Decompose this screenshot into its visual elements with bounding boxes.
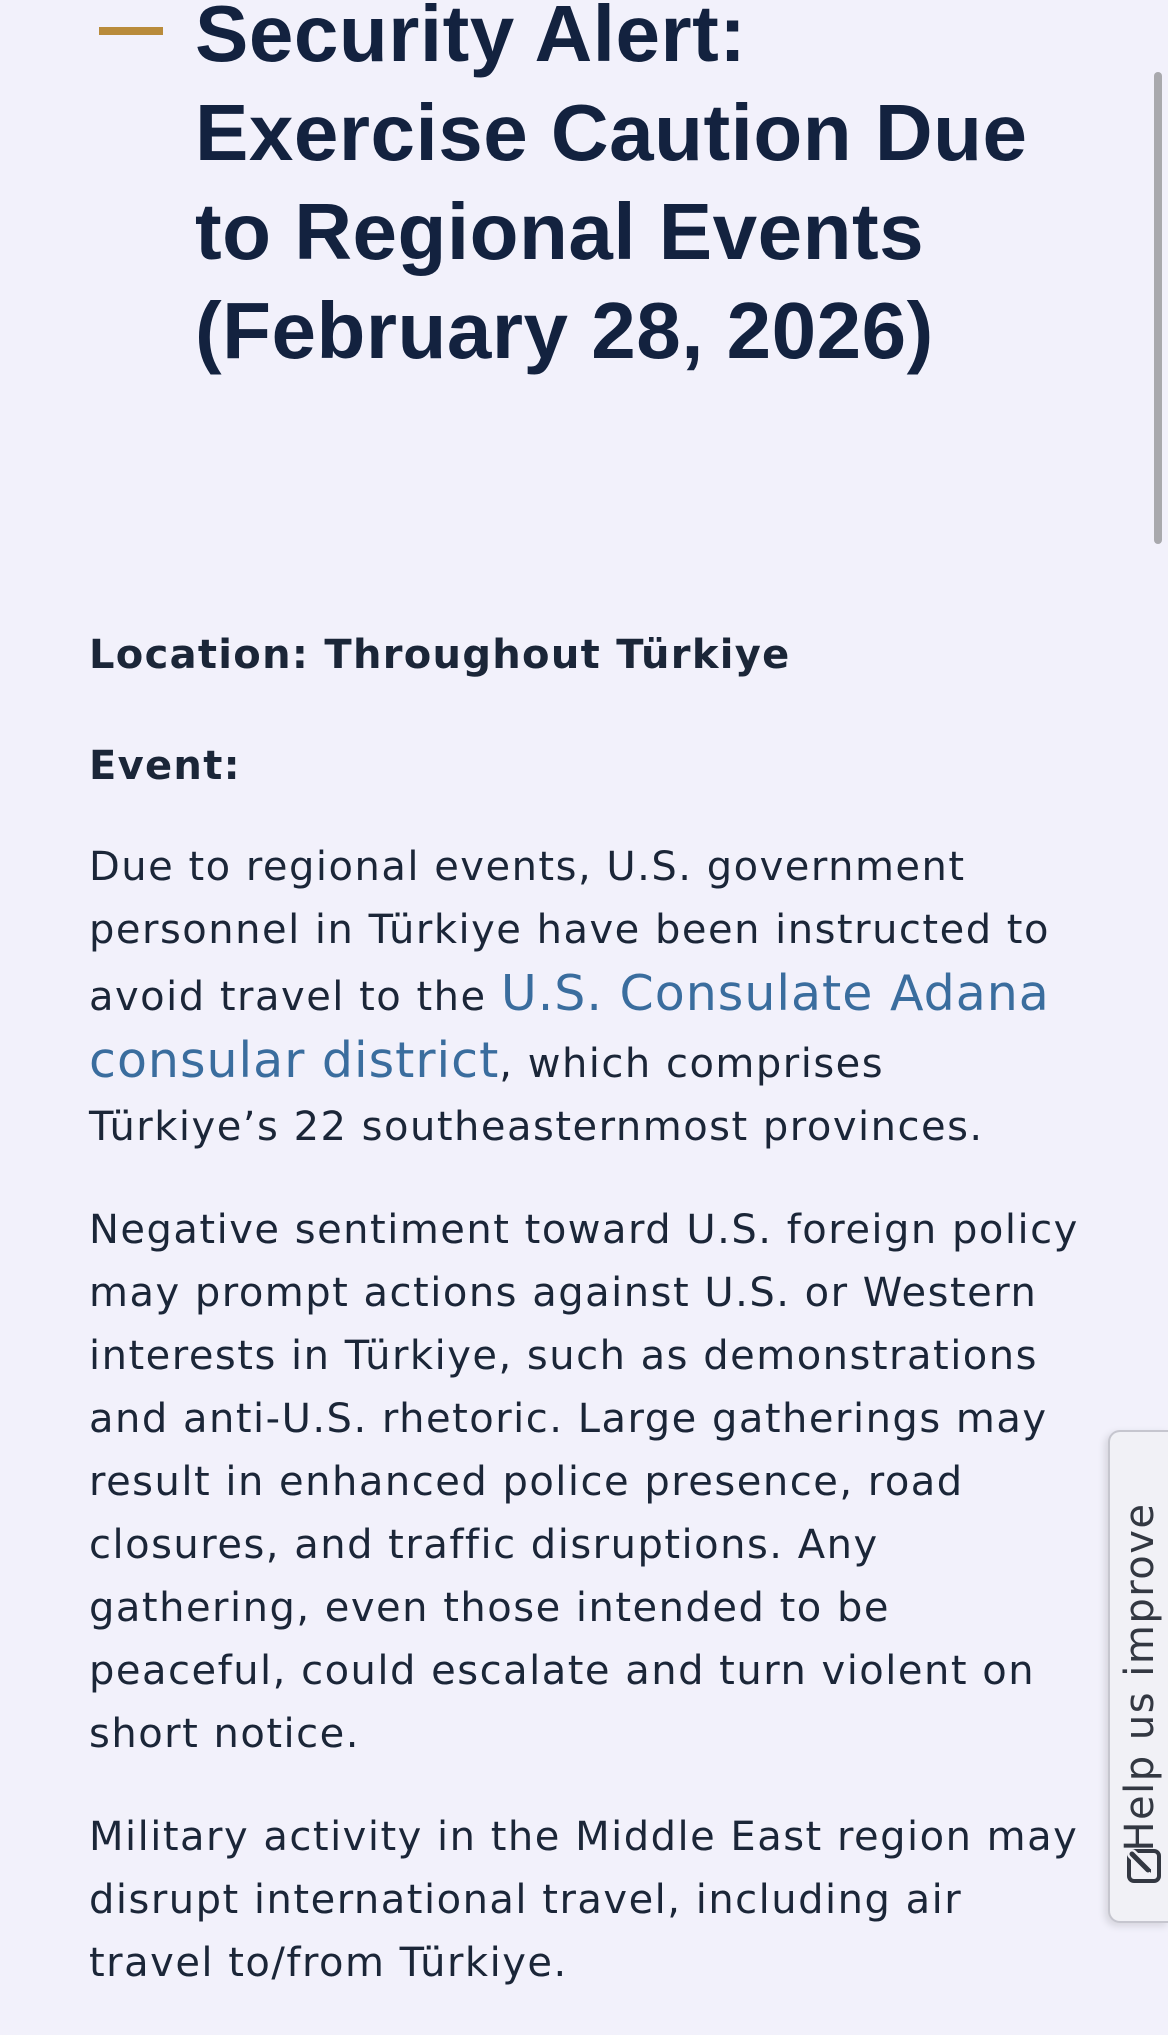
adana-consular-district-link[interactable]: U.S. Consulate Adana consular district [89, 965, 1050, 1089]
article-body [89, 615, 1079, 2035]
paragraph-travel-restriction [89, 836, 1079, 1159]
feedback-label: Help us improve [1117, 1502, 1163, 1852]
event-label: Event: [89, 743, 241, 789]
location-line: Location: Throughout Türkiye [89, 632, 791, 678]
paragraph-text: , which comprises Türkiye’s 22 southeasternmost provinces. [89, 1041, 984, 1150]
paragraph-military-activity: Military activity in the Middle East region may disrupt international travel, including air travel to/from Türkiye. [89, 1814, 1079, 1986]
page-scrollbar[interactable] [1154, 72, 1162, 544]
paragraph-negative-sentiment: Negative sentiment toward U.S. foreign policy may prompt actions against U.S. or Western interests in Türkiye, such as demonstrations and anti-U.S. rhetoric. Large gatherings may result in enhanced police presence, road closures, and traffic disruptions. Any gathering, even those intended to be peaceful, could escalate and turn violent on short notice. [89, 1207, 1079, 1757]
paragraph-text: Due to regional events, U.S. government personnel in Türkiye have been instructed to avoid travel to the [89, 844, 1050, 1020]
page-title: Security Alert: Exercise Caution Due to Regional Events (February 28, 2026) [195, 0, 1028, 375]
edit-icon [1120, 1842, 1166, 1888]
help-us-improve-button[interactable] [1108, 1430, 1168, 1923]
title-accent-dash [99, 27, 163, 35]
